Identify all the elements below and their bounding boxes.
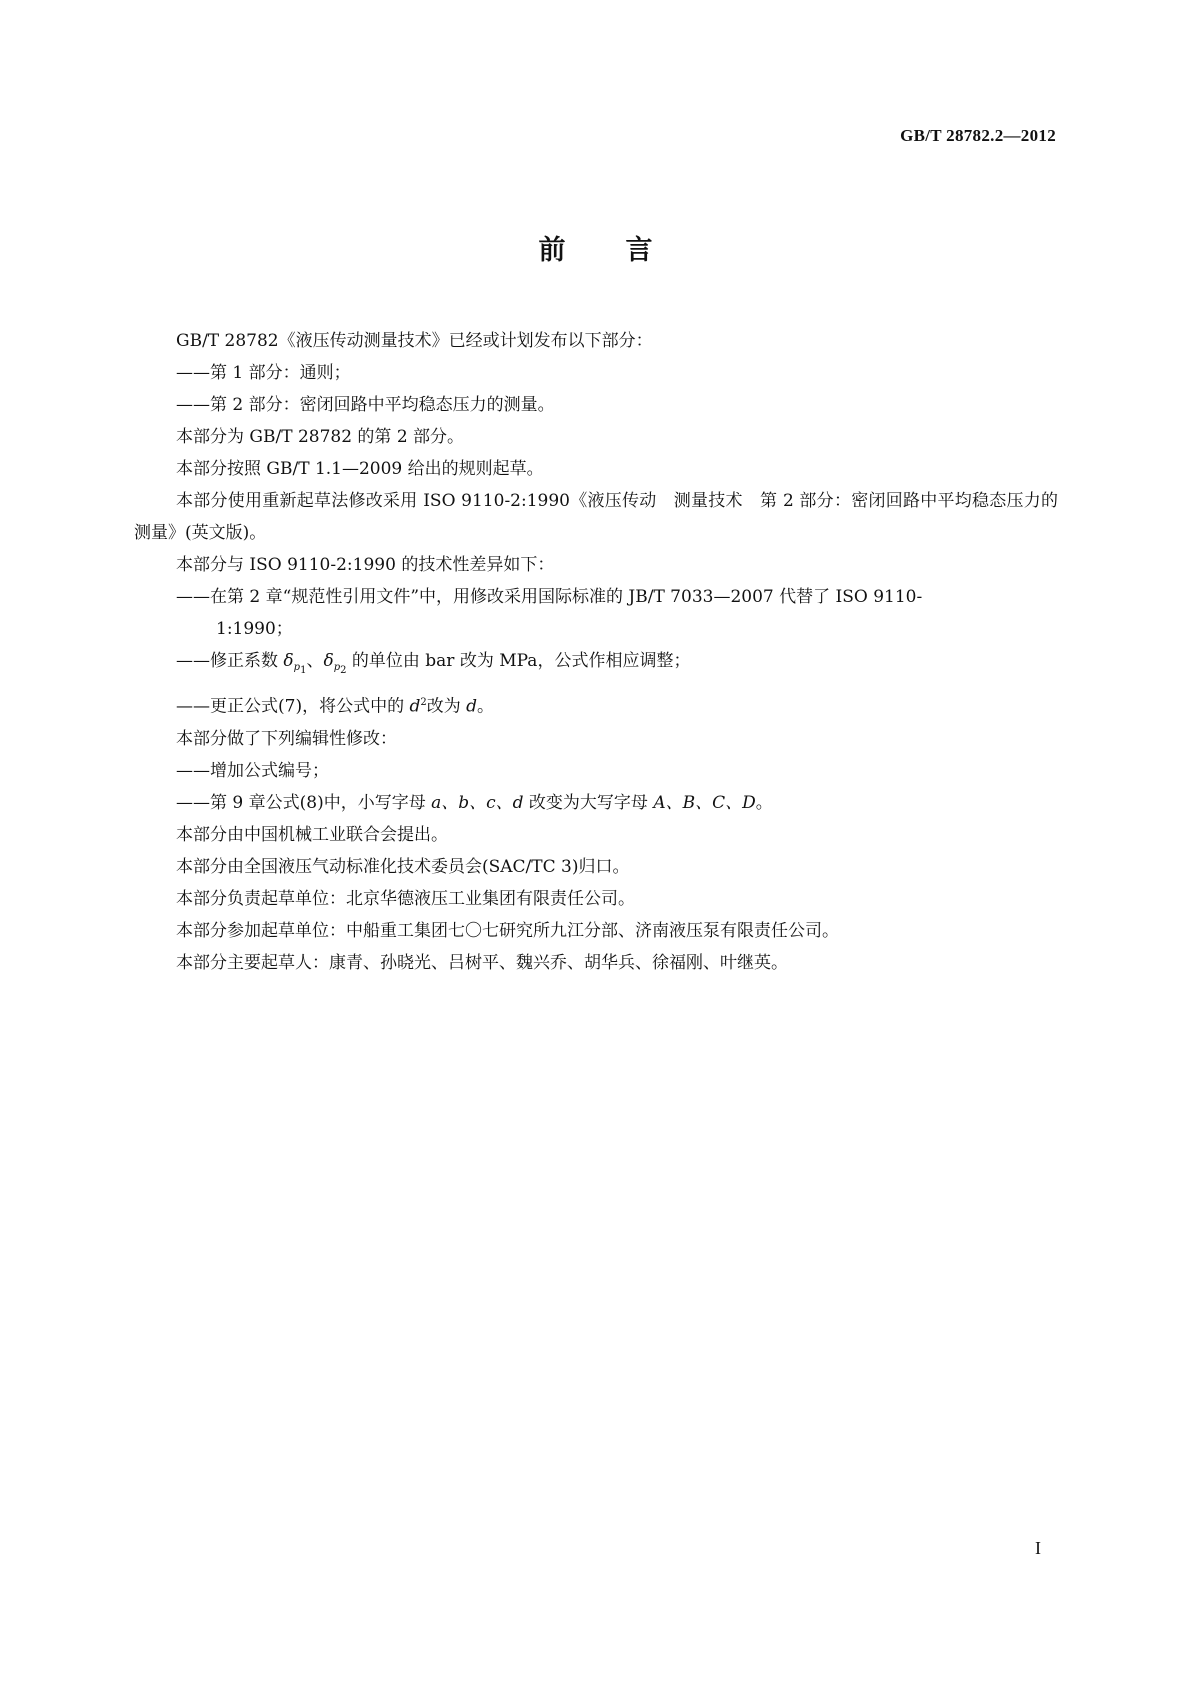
title-char-1: 前: [538, 235, 566, 266]
paragraph: 本部分主要起草人：康青、孙晓光、吕树平、魏兴乔、胡华兵、徐福刚、叶继英。: [176, 953, 788, 974]
superscript: 2: [420, 697, 427, 709]
formula-fix-end: 。: [477, 697, 495, 718]
d-symbol: d: [466, 697, 478, 718]
delta-symbol: δ: [323, 651, 334, 671]
paragraph: 本部分负责起草单位：北京华德液压工业集团有限责任公司。: [176, 889, 635, 910]
d-symbol: d: [409, 697, 421, 718]
ch9-prefix: ——第 9 章公式(8)中，小写字母: [176, 793, 432, 814]
p-symbol: p: [293, 662, 301, 674]
page-number: I: [1035, 1538, 1041, 1558]
title-char-2: 言: [625, 235, 653, 266]
paragraph: GB/T 28782《液压传动测量技术》已经或计划发布以下部分：: [176, 331, 653, 351]
delta-symbol: δ: [283, 651, 294, 671]
document-code: GB/T 28782.2—2012: [900, 126, 1056, 145]
foreword-body: [134, 325, 1058, 979]
list-item: ——第 2 部分：密闭回路中平均稳态压力的测量。: [176, 395, 555, 415]
list-item-formula-fix: [134, 687, 1058, 723]
paragraph: 本部分与 ISO 9110-2:1990 的技术性差异如下：: [176, 555, 555, 575]
paragraph: 本部分为 GB/T 28782 的第 2 部分。: [176, 427, 465, 447]
correction-suffix: 的单位由 bar 改为 MPa，公式作相应调整；: [346, 651, 691, 671]
list-item-correction: [134, 645, 1058, 687]
page-title: [0, 228, 1191, 267]
paragraph: 本部分参加起草单位：中船重工集团七〇七研究所九江分部、济南液压泵有限责任公司。: [176, 921, 839, 942]
paragraph: 本部分按照 GB/T 1.1—2009 给出的规则起草。: [176, 459, 544, 479]
subscript: 2: [340, 665, 347, 677]
ch9-mid: 改变为大写字母: [523, 793, 654, 814]
lowercase-letters: a、b、c、d: [431, 793, 524, 814]
uppercase-letters: A、B、C、D: [653, 793, 756, 814]
formula-fix-mid: 改为: [426, 697, 467, 718]
correction-prefix: ——修正系数: [176, 651, 284, 671]
paragraph: 本部分使用重新起草法修改采用 ISO 9110-2:1990《液压传动 测量技术 第 2 部分：密闭回路中平均稳态压力的测量》(英文版)。: [134, 491, 1058, 543]
ch9-end: 。: [755, 793, 773, 814]
formula-fix-prefix: ——更正公式(7)，将公式中的: [176, 697, 410, 718]
list-item: ——增加公式编号；: [176, 761, 329, 782]
p-symbol: p: [333, 662, 341, 674]
list-item: ——在第 2 章“规范性引用文件”中，用修改采用国际标准的 JB/T 7033—2007 代替了 ISO 9110-: [176, 587, 923, 607]
list-item-ch9: [134, 787, 1058, 819]
subscript: 1: [300, 665, 307, 677]
paragraph: 本部分做了下列编辑性修改：: [176, 729, 397, 750]
paragraph: 本部分由全国液压气动标准化技术委员会(SAC/TC 3)归口。: [176, 857, 630, 878]
list-item-continuation: 1:1990；: [216, 619, 293, 639]
list-item: ——第 1 部分：通则；: [176, 363, 351, 383]
separator: 、: [306, 651, 324, 671]
paragraph: 本部分由中国机械工业联合会提出。: [176, 825, 448, 846]
